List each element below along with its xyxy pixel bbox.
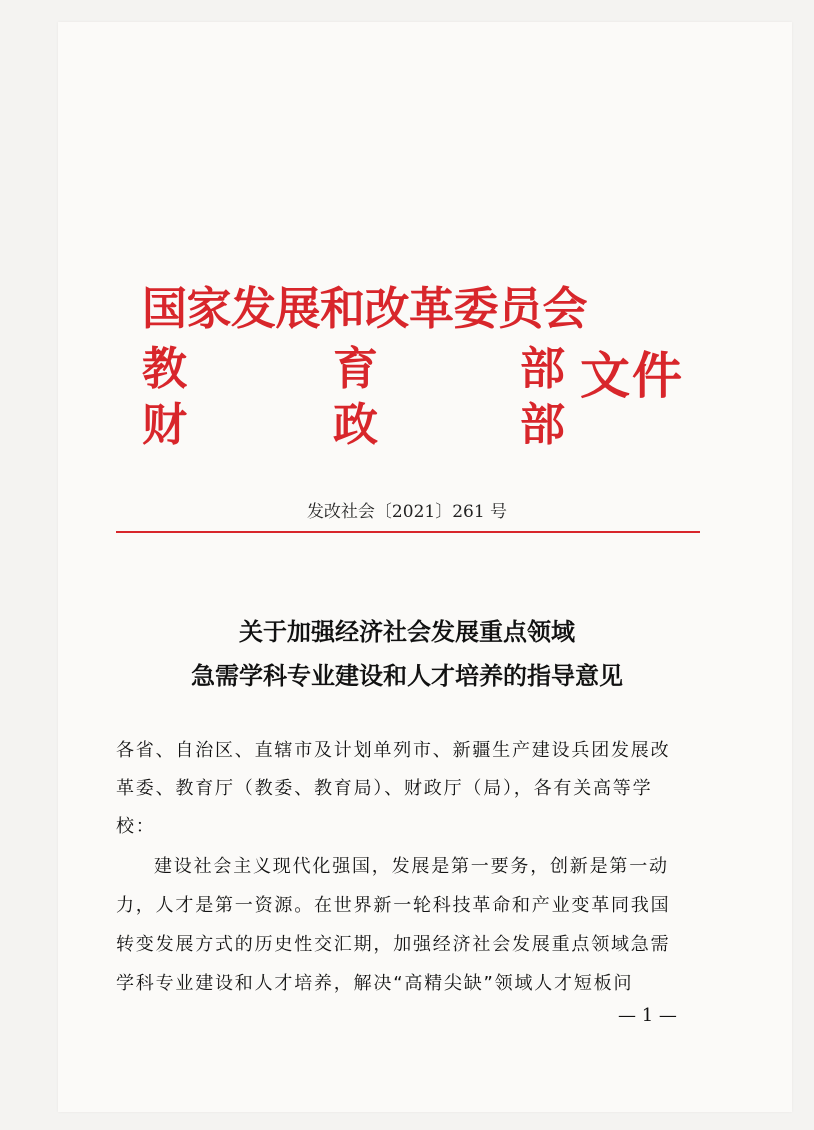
issuer-line-1: 国家发展和改革委员会 (142, 282, 588, 335)
issuer-line-2-char-b: 育 (333, 342, 379, 395)
issuer-line-3-char-c: 部 (520, 398, 566, 451)
issuer-line-2-char-a: 教 (142, 342, 188, 395)
red-divider-line (116, 531, 700, 533)
document-suffix: 文件 (580, 346, 684, 405)
body-line-1: 建设社会主义现代化强国，发展是第一要务，创新是第一动 (154, 856, 669, 877)
document-number: 发改社会〔2021〕261 号 (306, 502, 508, 522)
body-line-4: 学科专业建设和人才培养，解决“高精尖缺”领域人才短板问 (116, 973, 634, 994)
page-number: — 1 — (618, 1005, 677, 1026)
title-line-2: 急需学科专业建设和人才培养的指导意见 (191, 661, 623, 690)
issuer-line-3-char-a: 财 (142, 398, 188, 451)
addressee-line-2: 革委、教育厅（教委、教育局）、财政厅（局），各有关高等学 (116, 778, 653, 799)
issuer-line-2-char-c: 部 (520, 342, 566, 395)
body-line-2: 力，人才是第一资源。在世界新一轮科技革命和产业变革同我国 (116, 895, 671, 916)
title-line-1: 关于加强经济社会发展重点领域 (239, 617, 575, 646)
addressee-line-3: 校： (116, 816, 156, 837)
addressee-line-1: 各省、自治区、直辖市及计划单列市、新疆生产建设兵团发展改 (116, 740, 671, 761)
body-line-3: 转变发展方式的历史性交汇期，加强经济社会发展重点领域急需 (116, 934, 671, 955)
issuer-line-3-char-b: 政 (333, 398, 379, 451)
